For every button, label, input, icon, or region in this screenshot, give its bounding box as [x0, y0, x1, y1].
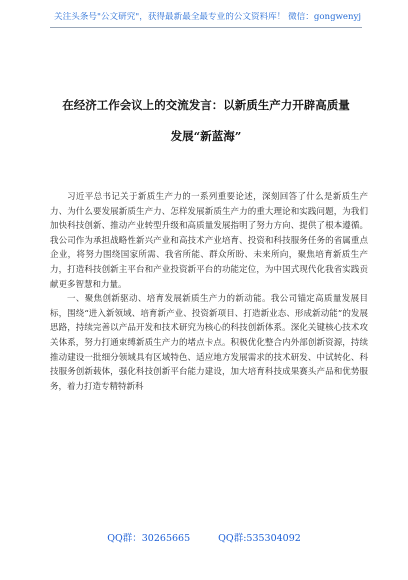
qq-group-footer [0, 533, 408, 545]
document-body [50, 190, 368, 394]
document-title-line-1: 在经济工作会议上的交流发言：以新质生产力开辟高质量 [62, 98, 350, 112]
qq-group-1: QQ群：30265665 [107, 533, 191, 544]
qq-group-2: QQ群:535304092 [218, 533, 301, 544]
document-title-line-2: 发展“新蓝海” [170, 129, 242, 143]
promo-header-text: 关注头条号"公文研究"，获得最新最全最专业的公文资料库！ 微信：gongwenyj [54, 12, 362, 22]
body-paragraph-section-1: 一、聚焦创新驱动、培育发展新质生产力的新动能。我公司锚定高质量发展目标，围绕“进入新领域、培育新产业、投资新项目、打造新业态、形成新动能”的发展思路，持续完善以产品开发和技术研究为核心的科技创新体系。深化关键核心技术攻关体系，努力打通束缚新质生产力的堵点卡点。积极优化整合内外部创新资源，持续推动建设一批细分领域具有区域特色、适应地方发展需求的技术研发、中试转化、科技服务创新载体，强化科技创新平台能力建设，加大培育科技成果赛头产品和优势服务，着力打造专精特新科 [50, 294, 368, 392]
body-paragraph-intro: 习近平总书记关于新质生产力的一系列重要论述，深刻回答了什么是新质生产力、为什么要发展新质生产力、怎样发展新质生产力的重大理论和实践问题，为我们加快科技创新、推动产业转型升级和高质量发展指明了努力方向、提供了根本遵循。我公司作为承担战略性新兴产业和高技术产业培育、投资和科技服务任务的省属重点企业，将努力围绕国家所需、我省所能、群众所盼、未来所向，聚焦培育新质生产力，打造科技创新主平台和产业投资新平台的功能定位，为中国式现代化我省实践贡献更多智慧和力量。 [50, 192, 368, 290]
header-divider [50, 27, 362, 28]
